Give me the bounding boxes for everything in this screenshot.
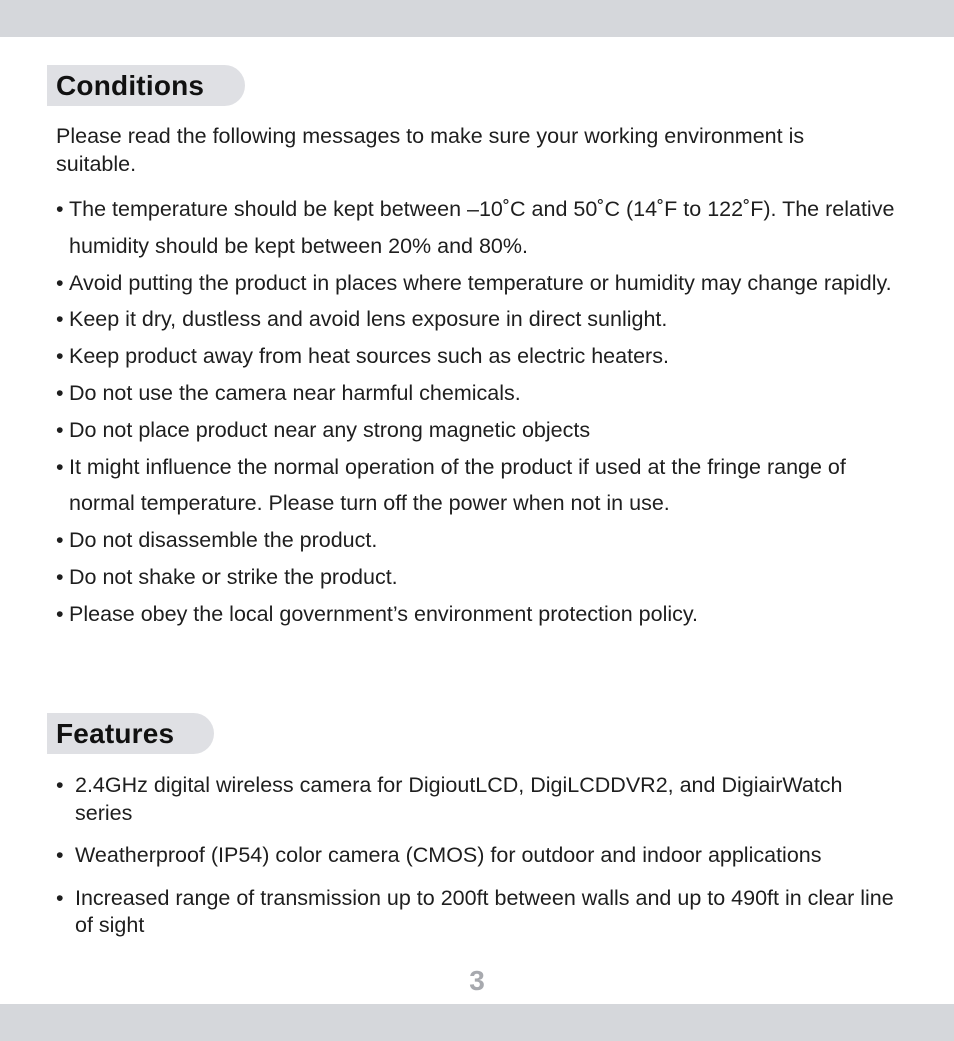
top-band [0, 0, 954, 37]
bullet: • [56, 843, 64, 867]
list-item [56, 522, 896, 559]
page-number: 3 [469, 965, 485, 996]
features-list [56, 772, 896, 955]
conditions-heading: Conditions [56, 69, 205, 101]
bullet: • [56, 564, 64, 589]
list-item-text: Keep product away from heat sources such as electric heaters. [69, 344, 669, 369]
conditions-intro: Please read the following messages to make sure your working environment is suitable. [56, 124, 805, 176]
list-item-text: Please obey the local government’s environment protection policy. [69, 601, 699, 626]
list-item [56, 412, 896, 449]
list-item [56, 559, 896, 596]
list-item-text: Keep it dry, dustless and avoid lens exposure in direct sunlight. [69, 307, 668, 332]
list-item-text: Do not disassemble the product. [69, 528, 378, 553]
bullet: • [56, 601, 64, 626]
list-item [56, 449, 896, 523]
bottom-band [0, 1004, 954, 1041]
list-item [56, 265, 896, 302]
bullet: • [56, 528, 64, 553]
list-item-text: Do not use the camera near harmful chemicals. [69, 380, 521, 405]
list-item [56, 842, 896, 870]
bullet: • [56, 270, 64, 295]
list-item-text: It might influence the normal operation of the product if used at the fringe range of normal temperature. Please turn off the power when not in use. [69, 454, 846, 516]
list-item [56, 191, 896, 265]
features-heading: Features [56, 717, 175, 749]
conditions-list [56, 191, 896, 633]
bullet: • [56, 344, 64, 369]
list-item-text: 2.4GHz digital wireless camera for DigioutLCD, DigiLCDDVR2, and DigiairWatch series [75, 773, 843, 825]
features-heading-pill [47, 713, 214, 754]
list-item [56, 301, 896, 338]
bullet: • [56, 307, 64, 332]
bullet: • [56, 773, 64, 797]
list-item-text: The temperature should be kept between –10˚C and 50˚C (14˚F to 122˚F). The relative humidity should be kept between 20% and 80%. [69, 197, 895, 258]
list-item-text: Do not shake or strike the product. [69, 564, 398, 589]
list-item-text: Do not place product near any strong magnetic objects [69, 417, 591, 442]
bullet: • [56, 380, 64, 405]
list-item [56, 375, 896, 412]
bullet: • [56, 885, 64, 910]
list-item [56, 338, 896, 375]
list-item [56, 772, 896, 827]
list-item-text: Weatherproof (IP54) color camera (CMOS) for outdoor and indoor applications [75, 843, 822, 867]
list-item-text: Avoid putting the product in places where temperature or humidity may change rapidly. [69, 270, 892, 295]
conditions-heading-pill [47, 65, 245, 106]
list-item [56, 596, 896, 633]
bullet: • [56, 197, 64, 221]
bullet: • [56, 417, 64, 442]
bullet: • [56, 454, 64, 479]
list-item-text: Increased range of transmission up to 200ft between walls and up to 490ft in clear line of sight [75, 885, 894, 937]
list-item [56, 885, 896, 940]
